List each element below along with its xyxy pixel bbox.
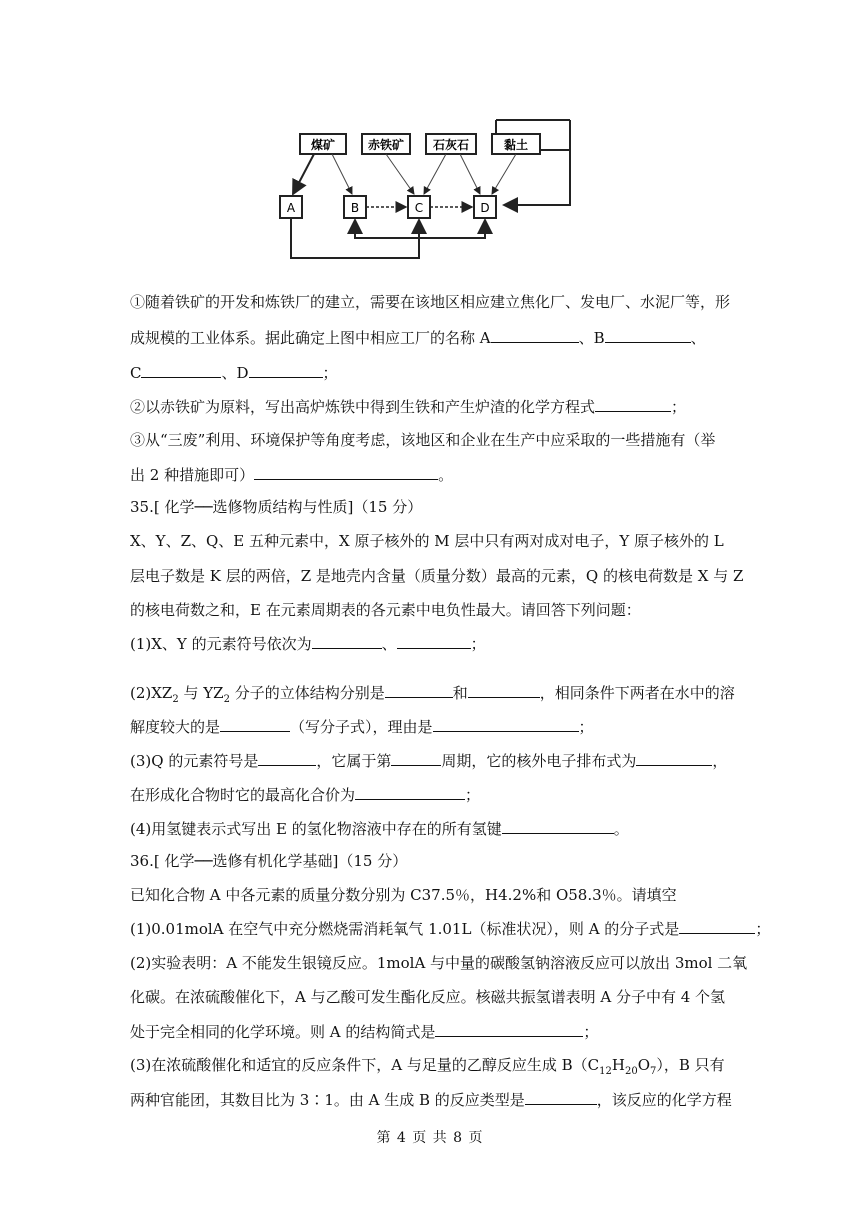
q36-sub3-line1: [130, 1055, 725, 1082]
box-b: [344, 196, 366, 218]
q34-part2: [130, 396, 686, 417]
q36-sub2-line3: [130, 1021, 598, 1042]
text: (4)用氢键表示式写出 E 的氢化物溶液中存在的所有氢键: [130, 820, 502, 838]
text: ，: [712, 752, 728, 770]
text: ；: [583, 1023, 599, 1041]
text: ；: [755, 920, 771, 938]
q35-intro-2: 层电子数是 K 层的两倍，Z 是地壳内含量（质量分数）最高的元素，Q 的核电荷数是 X 与 Z: [130, 567, 744, 585]
text: 和: [452, 684, 468, 702]
text: 、D: [221, 364, 249, 382]
q34-part1-line2: [130, 327, 706, 348]
q34-part1-line1: [130, 292, 730, 312]
answer-blank[interactable]: [502, 818, 614, 834]
subscript: 20: [624, 1066, 638, 1077]
text: ，相同条件下两者在水中的溶: [539, 684, 735, 702]
text: ②以赤铁矿为原料，写出高炉炼铁中得到生铁和产生炉渣的化学方程式: [130, 398, 596, 416]
text: (1)0.01molA 在空气中充分燃烧需消耗氧气 1.01L（标准状况），则 A 的分子式是: [130, 920, 680, 938]
answer-blank[interactable]: [435, 1021, 583, 1037]
text: 两种官能团，其数目比为 3∶1。由 A 生成 B 的反应类型是: [130, 1091, 525, 1109]
answer-blank[interactable]: [220, 716, 290, 732]
text: C: [130, 364, 142, 382]
text: 、: [381, 635, 397, 653]
answer-blank-d[interactable]: [249, 362, 323, 378]
text: 与 YZ: [178, 684, 224, 702]
answer-blank-a[interactable]: [491, 327, 579, 343]
box-a: [280, 196, 302, 218]
q36-sub2-line1: (2)实验表明：A 不能发生银镜反应。1molA 与中量的碳酸氢钠溶液反应可以放出 3mol 二氧: [130, 954, 748, 972]
text: ；: [671, 398, 687, 416]
answer-blank[interactable]: [433, 716, 579, 732]
text: O: [637, 1056, 650, 1074]
box-coal-mine: [300, 134, 346, 154]
q36-sub2-line2: 化碳。在浓硫酸催化下，A 与乙酸可发生酯化反应。核磁共振氢谱表明 A 分子中有 4 个氢: [130, 988, 726, 1006]
text: ③从“三废”利用、环境保护等角度考虑，该地区和企业在生产中应采取的一些措施有（举: [130, 431, 716, 449]
text: 在形成化合物时它的最高化合价为: [130, 786, 356, 804]
subscript: 7: [650, 1066, 657, 1077]
answer-blank-c[interactable]: [141, 362, 221, 378]
box-c-label: C: [414, 201, 424, 215]
box-limestone-label: 石灰石: [432, 138, 470, 152]
box-b-label: B: [350, 201, 360, 215]
text: (1)X、Y 的元素符号依次为: [130, 635, 312, 653]
answer-blank[interactable]: [468, 682, 540, 698]
text: ，它属于第: [316, 752, 392, 770]
answer-blank[interactable]: [258, 750, 316, 766]
text: ，该反应的化学方程: [596, 1091, 732, 1109]
box-a-label: A: [286, 201, 296, 215]
answer-blank[interactable]: [636, 750, 712, 766]
q36-sub3-line2: [130, 1089, 732, 1110]
box-hematite: [362, 134, 410, 154]
q35-heading: 35.[ 化学──选修物质结构与性质]（15 分）: [130, 498, 423, 516]
text: （写分子式），理由是: [290, 718, 433, 736]
text: 周期，它的核外电子排布式为: [441, 752, 637, 770]
box-clay-label: 黏土: [503, 138, 529, 152]
text: 解度较大的是: [130, 718, 221, 736]
text: 分子的立体结构分别是: [229, 684, 385, 702]
text: 。: [438, 466, 454, 484]
text: 、B: [578, 329, 605, 347]
text: (3)Q 的元素符号是: [130, 752, 259, 770]
box-limestone: [426, 134, 476, 154]
q35-sub3-line1: [130, 750, 727, 771]
q35-sub2-line2: [130, 716, 594, 737]
text: ；: [322, 364, 338, 382]
text: (3)在浓硫酸催化和适宜的反应条件下，A 与足量的乙醇反应生成 B（C: [130, 1056, 600, 1074]
industry-flow-diagram: [270, 112, 580, 262]
answer-blank[interactable]: [312, 633, 382, 649]
answer-blank[interactable]: [391, 750, 441, 766]
q35-intro-1: X、Y、Z、Q、E 五种元素中，X 原子核外的 M 层中只有两对成对电子，Y 原子核外的 L: [130, 532, 724, 550]
text: ①随着铁矿的开发和炼铁厂的建立，需要在该地区相应建立焦化厂、发电厂、水泥厂等，形: [130, 293, 731, 311]
q36-intro: 已知化合物 A 中各元素的质量分数分别为 C37.5％，H4.2%和 O58.3％。请填空: [130, 886, 677, 904]
q34-part1-line3: [130, 362, 338, 383]
text: ；: [578, 718, 594, 736]
box-d-label: D: [480, 201, 490, 215]
text: 成规模的工业体系。据此确定上图中相应工厂的名称 A: [130, 329, 491, 347]
text: 。: [613, 820, 629, 838]
text: ；: [470, 635, 486, 653]
text: 处于完全相同的化学环境。则 A 的结构简式是: [130, 1023, 436, 1041]
q34-part3-line1: [130, 430, 715, 450]
subscript: 2: [223, 694, 230, 705]
box-coal-label: 煤矿: [310, 138, 336, 152]
answer-blank[interactable]: [679, 918, 755, 934]
box-hematite-label: 赤铁矿: [367, 138, 405, 152]
answer-blank-measures[interactable]: [254, 464, 438, 480]
q35-sub1: [130, 633, 486, 654]
q35-sub2-line1: [130, 682, 735, 710]
subscript: 12: [599, 1066, 612, 1077]
box-d: [474, 196, 496, 218]
text: ），B 只有: [656, 1056, 725, 1074]
answer-blank[interactable]: [385, 682, 453, 698]
q35-sub4: [130, 818, 629, 839]
text: 、: [690, 329, 706, 347]
page-footer: 第 4 页 共 8 页: [376, 1130, 484, 1146]
answer-blank[interactable]: [355, 784, 465, 800]
q34-part3-line2: [130, 464, 453, 485]
q36-sub1: [130, 918, 770, 939]
q36-heading: 36.[ 化学──选修有机化学基础]（15 分）: [130, 852, 408, 870]
text: (2)XZ: [130, 684, 173, 702]
text: 出 2 种措施即可）: [130, 466, 255, 484]
box-clay: [492, 134, 540, 154]
text: ；: [465, 786, 481, 804]
subscript: 2: [172, 694, 179, 705]
loop-arrow-to-d: [496, 150, 570, 205]
answer-blank[interactable]: [397, 633, 471, 649]
answer-blank-equation[interactable]: [595, 396, 671, 412]
text: H: [611, 1056, 625, 1074]
answer-blank[interactable]: [525, 1089, 597, 1105]
q35-sub3-line2: [130, 784, 480, 805]
box-c: [408, 196, 430, 218]
q35-intro-3: 的核电荷数之和，E 在元素周期表的各元素中电负性最大。请回答下列问题：: [130, 601, 641, 619]
answer-blank-b[interactable]: [605, 327, 691, 343]
